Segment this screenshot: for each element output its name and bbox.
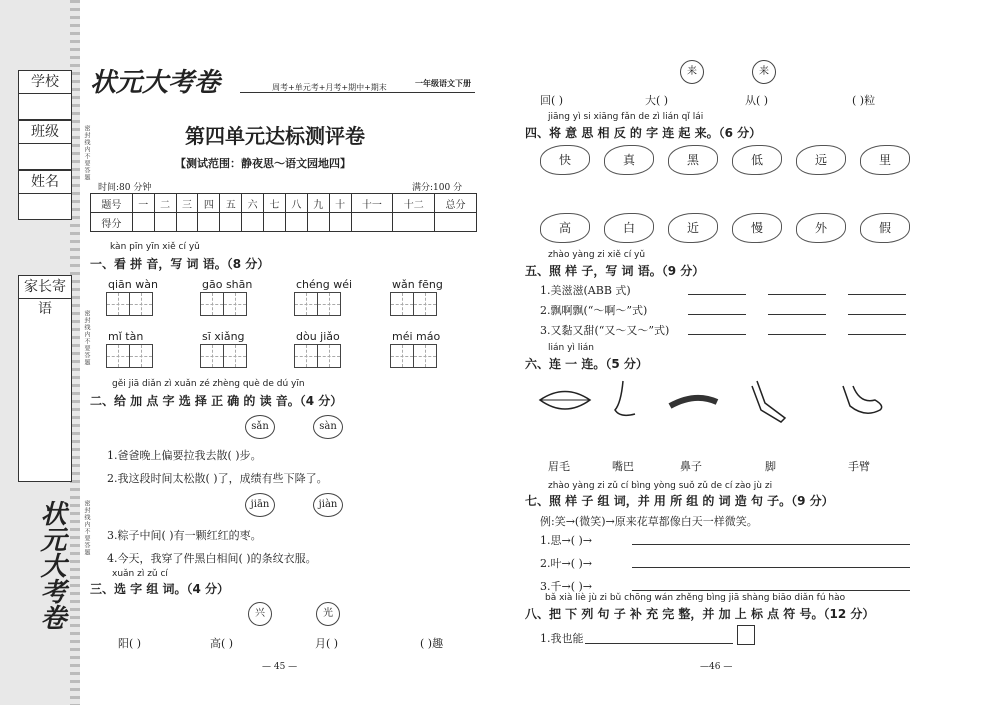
class-label: 班级: [19, 121, 71, 144]
tianzige-cell[interactable]: [413, 344, 437, 368]
s7-pinyin: zhào yàng zi zǔ cí bìng yòng suǒ zǔ de cí zào jù zi: [548, 481, 773, 491]
seal-note-1: 密封线内不要答题: [83, 125, 90, 181]
s7-item: 1.思→( )→: [540, 534, 593, 547]
s7-item: 3.千→( )→: [540, 580, 593, 593]
score-header-cell: 四: [198, 194, 220, 213]
score-header-cell: 一: [132, 194, 154, 213]
word-leaf[interactable]: 白: [604, 213, 654, 243]
tianzige-box[interactable]: [390, 292, 436, 316]
seal-note-3: 密封线内不要答题: [83, 500, 90, 556]
s5-item: 1.美滋滋(ABB 式): [540, 284, 631, 297]
tianzige-cell[interactable]: [223, 344, 247, 368]
binding-sidebar: [0, 0, 90, 705]
word-leaf[interactable]: 低: [732, 145, 782, 175]
word-leaf[interactable]: 假: [860, 213, 910, 243]
option-apple-guang[interactable]: 光: [316, 602, 340, 626]
score-cell[interactable]: [351, 213, 393, 232]
s2-heading: 二、给 加 点 字 选 择 正 确 的 读 音。（4 分）: [90, 394, 343, 408]
score-header-cell: 六: [242, 194, 264, 213]
s1-item-pinyin: chéng wéi: [296, 278, 353, 291]
word-leaf[interactable]: 外: [796, 213, 846, 243]
s5-heading: 五、照 样 子，写 词 语。（9 分）: [525, 264, 705, 278]
s3-word-7: 从( ): [745, 94, 769, 107]
s6-pinyin: lián yì lián: [548, 343, 594, 353]
option-apple-lai-1[interactable]: 来: [680, 60, 704, 84]
s1-item-pinyin: dòu jiǎo: [296, 330, 340, 343]
s1-item-pinyin: qiān wàn: [108, 278, 158, 291]
score-header-cell: 总分: [435, 194, 477, 213]
score-header-cell: 九: [307, 194, 329, 213]
s3-word-8: ( )粒: [852, 94, 876, 107]
score-cell[interactable]: [154, 213, 176, 232]
option-apple-san3[interactable]: sǎn: [245, 415, 275, 439]
s7-item: 2.叶→( )→: [540, 557, 593, 570]
s7-heading: 七、照 样 子 组 词，并 用 所 组 的 词 造 句 子。（9 分）: [525, 494, 834, 508]
tianzige-box[interactable]: [200, 344, 246, 368]
page-number-46: —46 —: [700, 662, 733, 672]
tianzige-box[interactable]: [200, 292, 246, 316]
tianzige-cell[interactable]: [223, 292, 247, 316]
s3-word-6: 大( ): [645, 94, 669, 107]
s5-answer-line[interactable]: [768, 314, 826, 315]
tianzige-box[interactable]: [106, 292, 152, 316]
score-header-cell: 题号: [91, 194, 133, 213]
s5-answer-line[interactable]: [768, 334, 826, 335]
brand-logo: 状元大考卷: [90, 68, 221, 98]
s1-item-pinyin: méi máo: [392, 330, 441, 343]
tianzige-cell[interactable]: [413, 292, 437, 316]
nose-icon: [615, 381, 635, 415]
option-apple-lai-2[interactable]: 来: [752, 60, 776, 84]
vertical-logo: 状元大考卷: [36, 500, 66, 630]
tianzige-box[interactable]: [294, 344, 340, 368]
body-parts-pictures: [535, 378, 915, 423]
s3-word-4: ( )趣: [420, 637, 444, 650]
score-cell[interactable]: [198, 213, 220, 232]
parent-comment-label: 家长寄语: [19, 276, 71, 299]
s8-q1-answer-line[interactable]: [585, 643, 733, 644]
s2-q1: 1.爸爸晚上偏要拉我去散( )步。: [107, 449, 262, 462]
s5-answer-line[interactable]: [688, 314, 746, 315]
score-header-cell: 七: [264, 194, 286, 213]
score-table: [90, 193, 477, 232]
s2-pinyin: gěi jiā diǎn zì xuǎn zé zhèng què de dú yīn: [112, 379, 305, 389]
tianzige-cell[interactable]: [390, 344, 414, 368]
word-leaf[interactable]: 高: [540, 213, 590, 243]
s3-heading: 三、选 字 组 词。（4 分）: [90, 582, 230, 596]
word-leaf[interactable]: 慢: [732, 213, 782, 243]
class-field[interactable]: [18, 120, 72, 170]
word-leaf[interactable]: 真: [604, 145, 654, 175]
s5-answer-line[interactable]: [848, 294, 906, 295]
seal-note-2: 密封线内不要答题: [83, 310, 90, 366]
s1-heading: 一、看 拼 音，写 词 语。（8 分）: [90, 257, 270, 271]
parent-comment-field[interactable]: [18, 275, 72, 482]
arm-icon: [752, 381, 785, 422]
header-rule: [240, 92, 475, 93]
score-header-cell: 五: [220, 194, 242, 213]
option-apple-san4[interactable]: sàn: [313, 415, 343, 439]
option-apple-jian4[interactable]: jiàn: [313, 493, 343, 517]
tianzige-cell[interactable]: [106, 292, 130, 316]
score-header-cell: 八: [285, 194, 307, 213]
s1-item-pinyin: sī xiǎng: [202, 330, 245, 343]
score-header-cell: 十: [329, 194, 351, 213]
s5-answer-line[interactable]: [688, 294, 746, 295]
tianzige-cell[interactable]: [129, 344, 153, 368]
tianzige-cell[interactable]: [294, 292, 318, 316]
s5-pinyin: zhào yàng zi xiě cí yǔ: [548, 250, 646, 260]
score-cell[interactable]: [435, 213, 477, 232]
s3-word-1: 阳( ): [118, 637, 142, 650]
s2-q2: 2.我这段时间太松散( )了，成绩有些下降了。: [107, 472, 328, 485]
tianzige-box[interactable]: [294, 292, 340, 316]
option-apple-jian1[interactable]: jiān: [245, 493, 275, 517]
s8-pinyin: bǎ xià liè jù zi bǔ chōng wán zhěng bìng jiā shàng biāo diǎn fú hào: [545, 593, 846, 603]
s8-heading: 八、把 下 列 句 子 补 充 完 整，并 加 上 标 点 符 号。（12 分）: [525, 607, 875, 621]
word-leaf[interactable]: 远: [796, 145, 846, 175]
tianzige-cell[interactable]: [390, 292, 414, 316]
tianzige-cell[interactable]: [294, 344, 318, 368]
word-leaf[interactable]: 里: [860, 145, 910, 175]
s1-item-pinyin: mǐ tàn: [108, 330, 144, 343]
punctuation-box[interactable]: [737, 625, 755, 645]
s7-sentence-line[interactable]: [632, 567, 910, 568]
s4-heading: 四、将 意 思 相 反 的 字 连 起 来。（6 分）: [525, 126, 762, 140]
tianzige-cell[interactable]: [200, 292, 224, 316]
score-cell[interactable]: [329, 213, 351, 232]
s5-item: 3.又黏又甜(“又～又～”式): [540, 324, 670, 337]
score-cell[interactable]: [176, 213, 198, 232]
s7-sentence-line[interactable]: [632, 544, 910, 545]
tianzige-box[interactable]: [390, 344, 436, 368]
word-leaf[interactable]: 快: [540, 145, 590, 175]
body-part-word: 手臂: [848, 460, 870, 473]
score-cell[interactable]: [264, 213, 286, 232]
tianzige-cell[interactable]: [200, 344, 224, 368]
page-title: 第四单元达标测评卷: [185, 124, 365, 148]
score-cell[interactable]: [307, 213, 329, 232]
s3-word-2: 高( ): [210, 637, 234, 650]
word-leaf[interactable]: 黑: [668, 145, 718, 175]
eyebrow-icon: [670, 398, 717, 406]
tianzige-cell[interactable]: [106, 344, 130, 368]
tianzige-cell[interactable]: [317, 292, 341, 316]
tianzige-cell[interactable]: [317, 344, 341, 368]
score-cell[interactable]: [220, 213, 242, 232]
s1-pinyin: kàn pīn yīn xiě cí yǔ: [110, 242, 200, 252]
name-field[interactable]: [18, 170, 72, 220]
foot-icon: [843, 386, 882, 413]
s5-answer-line[interactable]: [848, 334, 906, 335]
grade-label: 一年级语文下册: [415, 79, 471, 88]
s6-heading: 六、连 一 连。（5 分）: [525, 357, 648, 371]
s3-word-3: 月( ): [315, 637, 339, 650]
exam-series: 周考+单元考+月考+期中+期末: [272, 83, 387, 92]
full-score: 满分:100 分: [412, 183, 463, 193]
name-label: 姓名: [19, 171, 71, 194]
s3-word-5: 回( ): [540, 94, 564, 107]
school-field[interactable]: [18, 70, 72, 120]
score-header-cell: 二: [154, 194, 176, 213]
score-cell[interactable]: [393, 213, 435, 232]
body-part-word: 脚: [765, 460, 776, 473]
s2-q3: 3.粽子中间( )有一颗红红的枣。: [107, 529, 262, 542]
s2-q4: 4.今天，我穿了件黑白相间( )的条纹衣服。: [107, 552, 317, 565]
s7-sentence-line[interactable]: [632, 590, 910, 591]
s3-pinyin: xuǎn zì zǔ cí: [112, 569, 168, 579]
body-part-word: 鼻子: [680, 460, 702, 473]
score-cell[interactable]: [242, 213, 264, 232]
score-header-cell: 十一: [351, 194, 393, 213]
time-limit: 时间:80 分钟: [98, 183, 152, 193]
s5-answer-line[interactable]: [688, 334, 746, 335]
tianzige-box[interactable]: [106, 344, 152, 368]
s5-answer-line[interactable]: [768, 294, 826, 295]
page-number-45: — 45 —: [262, 662, 298, 672]
tianzige-cell[interactable]: [129, 292, 153, 316]
s8-q1: 1.我也能: [540, 632, 584, 645]
option-apple-xing[interactable]: 兴: [248, 602, 272, 626]
body-part-word: 嘴巴: [612, 460, 634, 473]
test-range: 【测试范围：静夜思～语文园地四】: [175, 157, 351, 170]
s1-item-pinyin: wǎn fēng: [392, 278, 443, 291]
score-cell[interactable]: [285, 213, 307, 232]
word-leaf[interactable]: 近: [668, 213, 718, 243]
s5-answer-line[interactable]: [848, 314, 906, 315]
score-header-cell: 十二: [393, 194, 435, 213]
lips-icon: [540, 392, 590, 410]
s1-item-pinyin: gāo shān: [202, 278, 253, 291]
body-part-word: 眉毛: [548, 460, 570, 473]
school-label: 学校: [19, 71, 71, 94]
score-header-cell: 三: [176, 194, 198, 213]
score-row-label: 得分: [91, 213, 133, 232]
s5-item: 2.飘啊飘(“～啊～”式): [540, 304, 648, 317]
s4-pinyin: jiāng yì si xiāng fǎn de zì lián qǐ lái: [548, 112, 704, 122]
score-cell[interactable]: [132, 213, 154, 232]
s7-example: 例:笑→(微笑)→原来花草都像白天一样微笑。: [540, 515, 758, 528]
